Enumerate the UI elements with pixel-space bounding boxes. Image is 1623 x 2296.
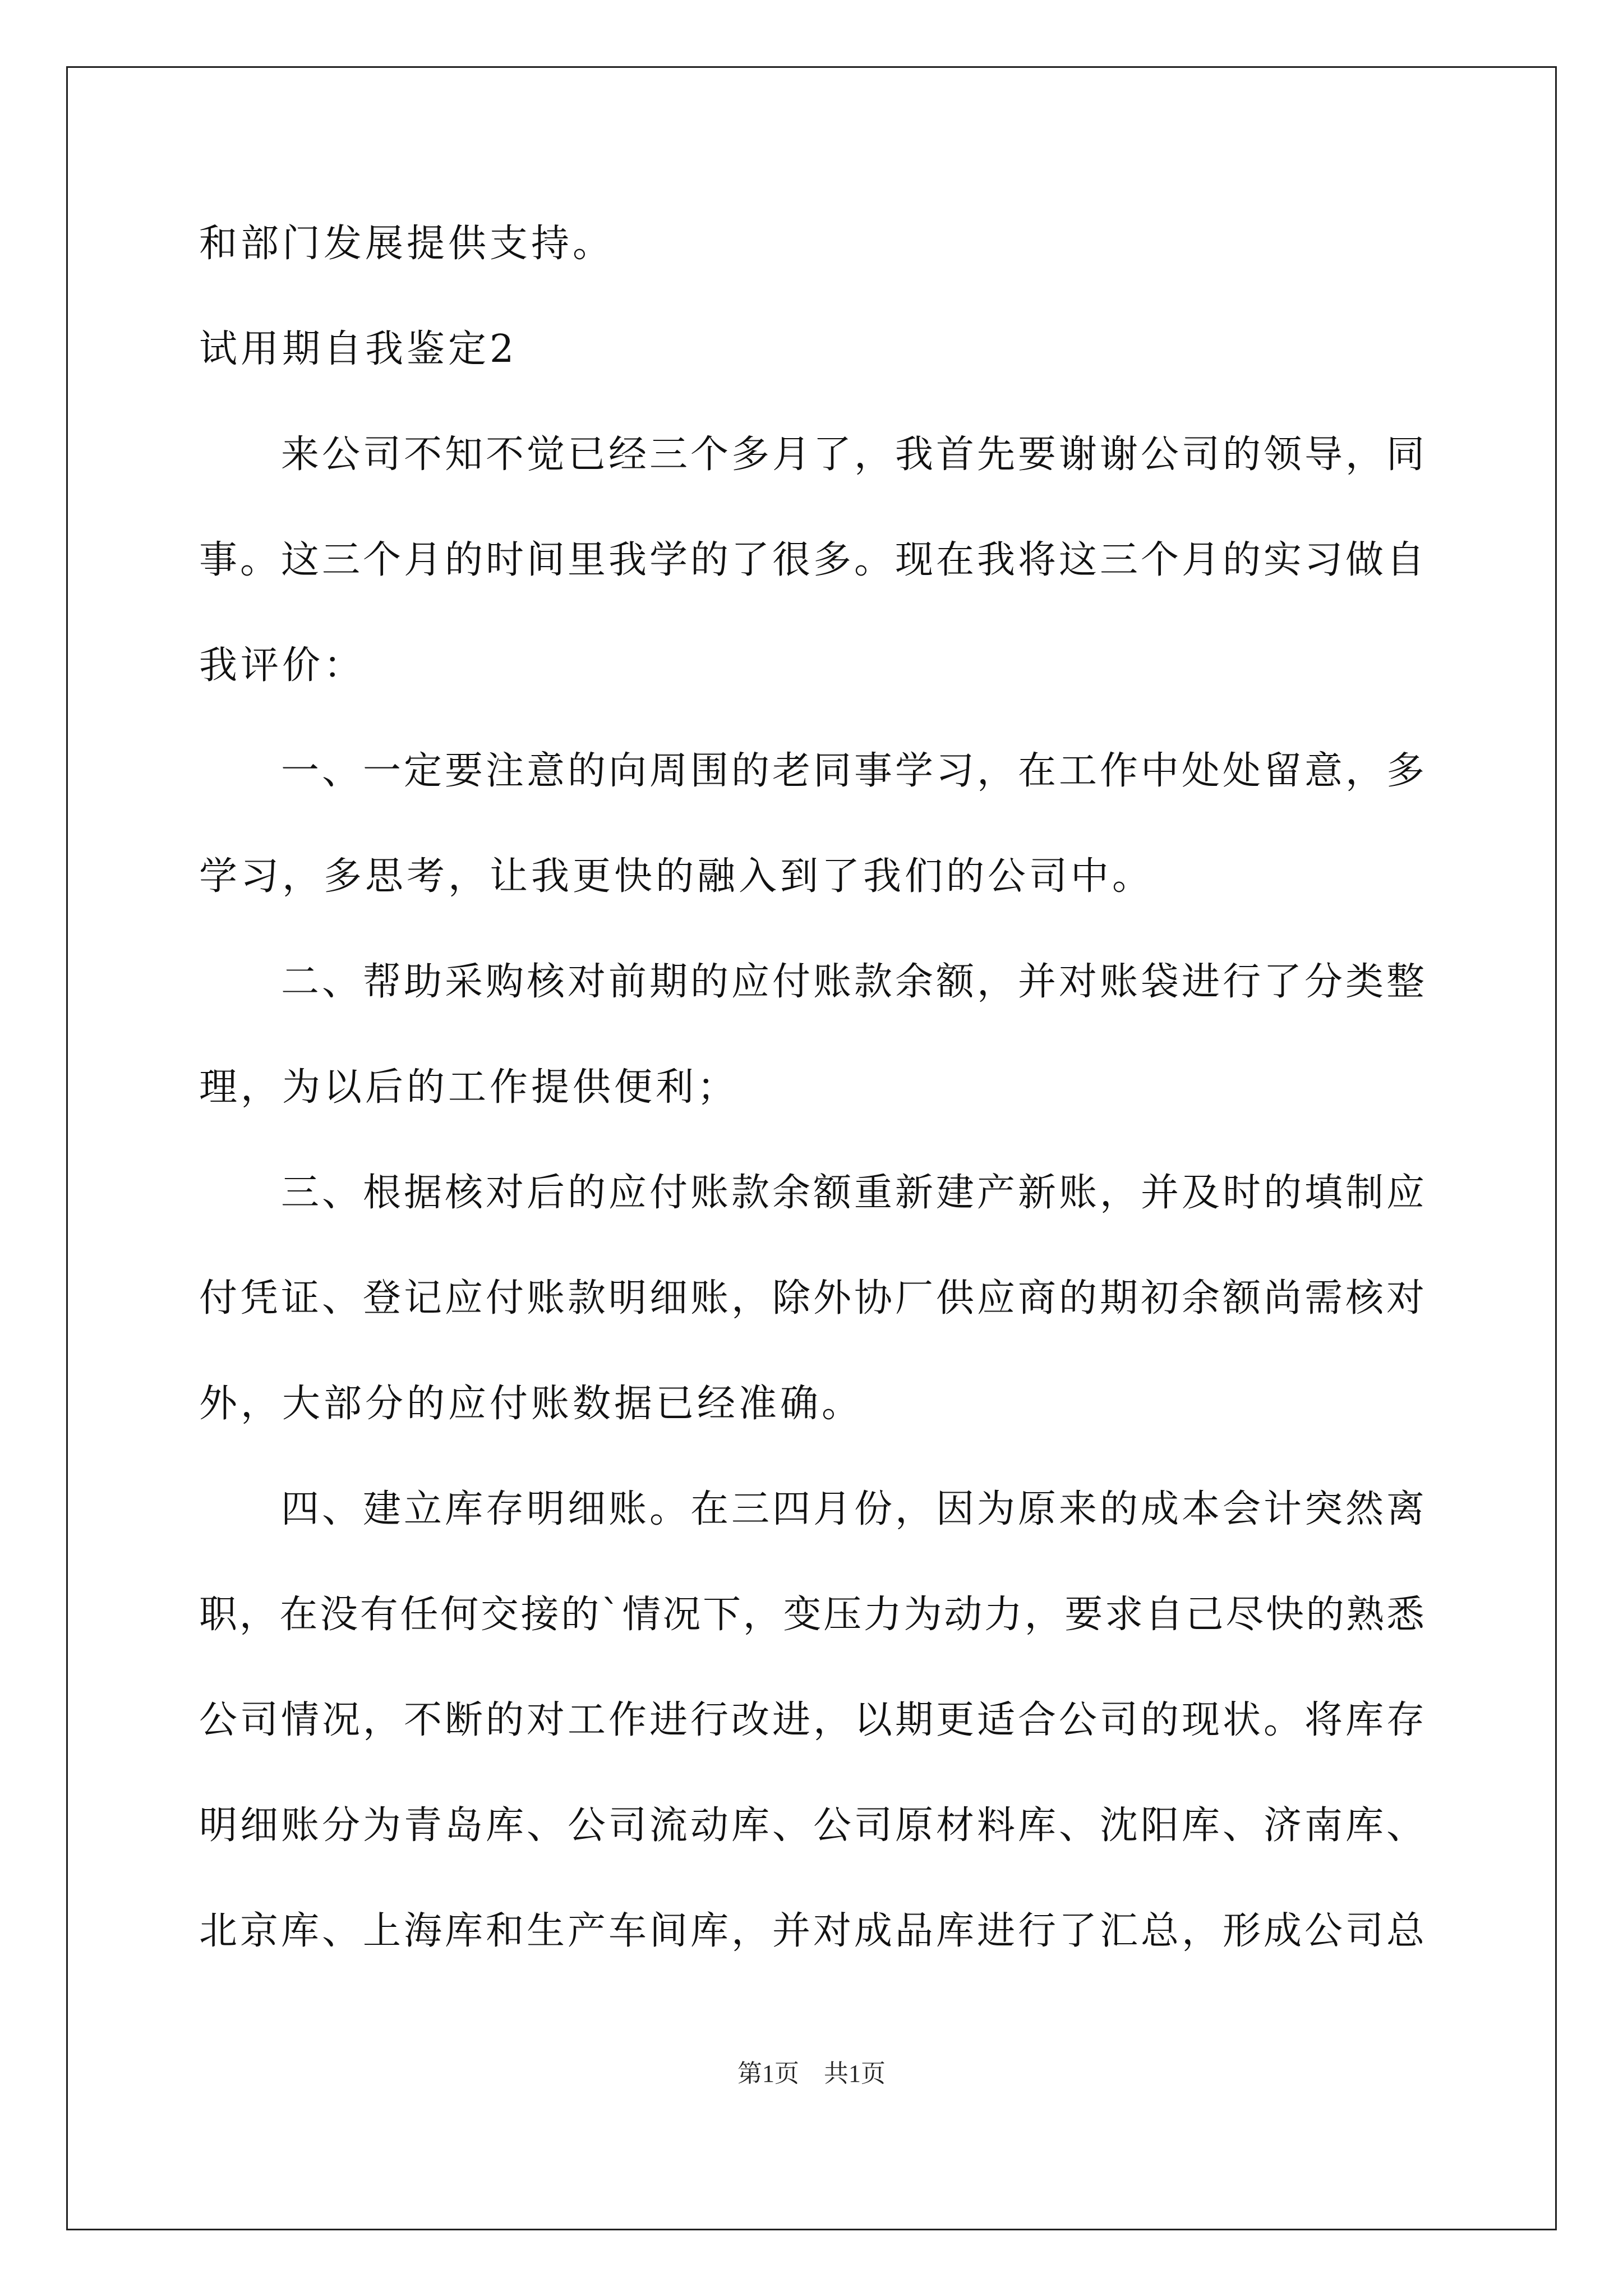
paragraph-line: 三、根据核对后的应付账款余额重新建产新账，并及时的填制应	[281, 1171, 1424, 1215]
paragraph-line: 职，在没有任何交接的`情况下，变压力为动力，要求自己尽快的熟悉	[199, 1593, 1424, 1637]
paragraph-line: 我评价：	[199, 643, 366, 688]
paragraph-line: 和部门发展提供支持。	[199, 222, 615, 266]
paragraph-line: 事。这三个月的时间里我学的了很多。现在我将这三个月的实习做自	[199, 538, 1424, 582]
paragraph-line: 二、帮助采购核对前期的应付账款余额，并对账袋进行了分类整	[281, 960, 1424, 1004]
paragraph-line: 明细账分为青岛库、公司流动库、公司原材料库、沈阳库、济南库、	[199, 1803, 1424, 1848]
paragraph-line: 公司情况，不断的对工作进行改进，以期更适合公司的现状。将库存	[199, 1698, 1424, 1742]
page-border	[66, 66, 1557, 2230]
section-heading: 试用期自我鉴定2	[199, 327, 518, 371]
paragraph-line: 外，大部分的应付账数据已经准确。	[199, 1382, 864, 1426]
page-number-footer: 第1页 共1页	[737, 2060, 886, 2087]
paragraph-line: 理，为以后的工作提供便利；	[199, 1065, 739, 1110]
paragraph-line: 来公司不知不觉已经三个多月了，我首先要谢谢公司的领导，同	[281, 432, 1424, 477]
paragraph-line: 北京库、上海库和生产车间库，并对成品库进行了汇总，形成公司总	[199, 1909, 1424, 1953]
paragraph-line: 四、建立库存明细账。在三四月份，因为原来的成本会计突然离	[281, 1487, 1424, 1531]
paragraph-line: 一、一定要注意的向周围的老同事学习，在工作中处处留意，多	[281, 749, 1424, 793]
paragraph-line: 付凭证、登记应付账款明细账，除外协厂供应商的期初余额尚需核对	[199, 1276, 1424, 1320]
paragraph-line: 学习，多思考，让我更快的融入到了我们的公司中。	[199, 854, 1154, 899]
